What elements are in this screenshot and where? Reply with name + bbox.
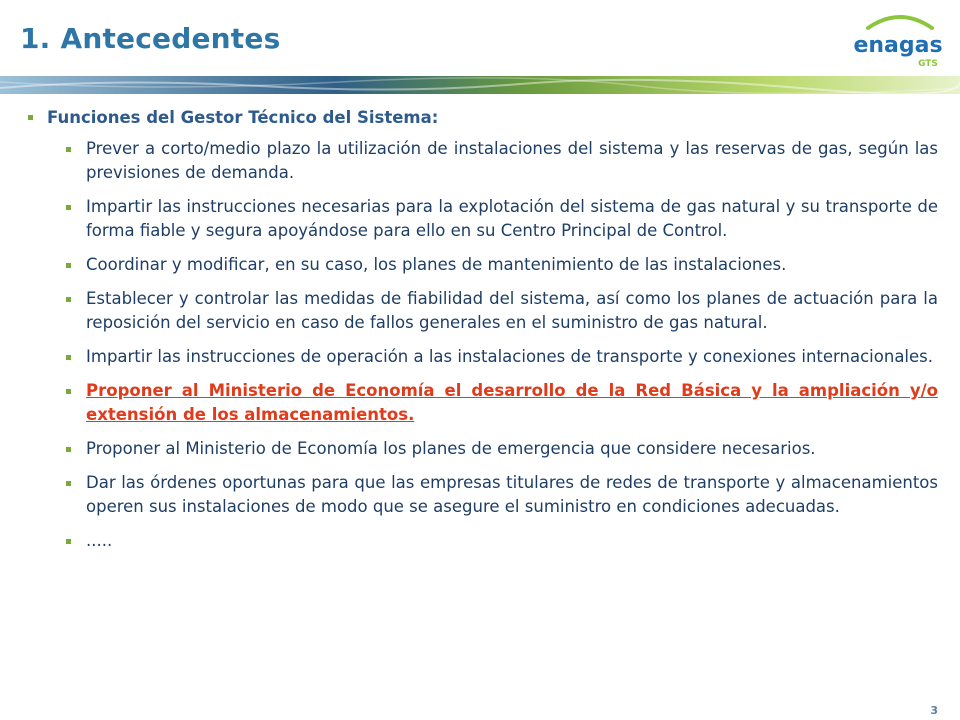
bullet-icon bbox=[66, 481, 71, 486]
bullet-icon bbox=[66, 147, 71, 152]
list-item: Proponer al Ministerio de Economía los planes de emergencia que considere necesarios. bbox=[86, 437, 938, 461]
logo-wordmark: enagas bbox=[853, 33, 943, 58]
decorative-banner bbox=[0, 76, 960, 94]
section-heading-text: Funciones del Gestor Técnico del Sistema: bbox=[47, 108, 439, 127]
bullet-icon bbox=[66, 539, 71, 544]
logo-subtext: GTS bbox=[918, 59, 938, 69]
bullet-icon bbox=[28, 115, 33, 120]
list-item: Dar las órdenes oportunas para que las empresas titulares de redes de transporte y almacenamientos operen sus instalaciones de modo que se asegure el suministro en condiciones adecuadas. bbox=[86, 471, 938, 519]
bullet-icon bbox=[66, 447, 71, 452]
list-item: Coordinar y modificar, en su caso, los planes de mantenimiento de las instalaciones. bbox=[86, 253, 938, 277]
list-item: Impartir las instrucciones necesarias para la explotación del sistema de gas natural y su transporte de forma fiable y segura apoyándose para ello en su Centro Principal de Control. bbox=[86, 195, 938, 243]
bullet-icon bbox=[66, 389, 71, 394]
list-item: Prever a corto/medio plazo la utilización de instalaciones del sistema y las reservas de gas, según las previsiones de demanda. bbox=[86, 137, 938, 185]
list-item: Establecer y controlar las medidas de fiabilidad del sistema, así como los planes de actuación para la reposición del servicio en caso de fallos generales en el suministro de gas natural. bbox=[86, 287, 938, 335]
highlighted-list-item: Proponer al Ministerio de Economía el desarrollo de la Red Básica y la ampliación y/o extensión de los almacenamientos. bbox=[86, 379, 938, 427]
slide-title: 1. Antecedentes bbox=[20, 22, 281, 55]
list-item: ..... bbox=[86, 529, 938, 553]
page-number: 3 bbox=[930, 704, 938, 717]
section-heading bbox=[28, 108, 938, 127]
bullet-icon bbox=[66, 355, 71, 360]
slide-content bbox=[28, 108, 938, 563]
list-item: Impartir las instrucciones de operación a las instalaciones de transporte y conexiones internacionales. bbox=[86, 345, 938, 369]
enagas-logo bbox=[848, 8, 952, 72]
bullet-icon bbox=[66, 297, 71, 302]
bullet-icon bbox=[66, 205, 71, 210]
functions-list bbox=[28, 137, 938, 553]
bullet-icon bbox=[66, 263, 71, 268]
